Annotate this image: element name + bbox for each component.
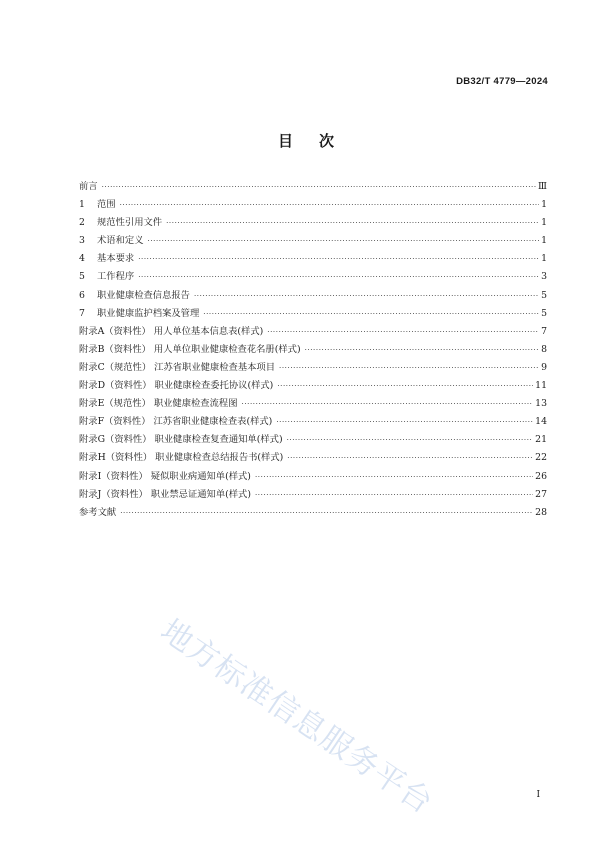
toc-entry[interactable] [79,413,547,431]
toc-entry-page: 27 [535,488,547,500]
toc-entry-page: 28 [535,506,547,518]
document-code: DB32/T 4779—2024 [456,76,548,87]
toc-entry-label: 工作程序 [97,271,135,283]
toc-entry-page: 1 [541,217,547,229]
toc-entry-label: 附录E（规范性） 职业健康检查流程图 [79,398,238,410]
toc-entry-page: 5 [541,307,547,319]
toc-leader-dots [138,268,539,286]
toc-leader-dots [148,232,540,250]
toc-entry-label: 职业健康检查信息报告 [97,289,190,301]
toc-leader-dots [120,504,533,522]
toc-leader-dots [287,449,533,467]
page-title: 目次 [277,132,360,150]
toc-entry-page: 8 [541,343,547,355]
toc-entry[interactable] [79,232,547,250]
toc-entry-label: 术语和定义 [97,235,144,247]
toc-entry-label: 规范性引用文件 [97,217,163,229]
toc-entry-number: 3 [79,235,85,247]
toc-entry[interactable] [79,250,547,268]
toc-entry[interactable] [79,431,547,449]
toc-leader-dots [276,413,533,431]
page-number: I [536,790,540,800]
toc-entry[interactable] [79,468,547,486]
toc-entry-label: 附录B（资料性） 用人单位职业健康检查花名册(样式) [79,343,301,355]
toc-entry-number: 1 [79,199,85,211]
toc-entry-label: 附录G（资料性） 职业健康检查复查通知单(样式) [79,434,283,446]
toc-entry-page: 22 [535,452,547,464]
toc-entry[interactable] [79,341,547,359]
toc-entry[interactable] [79,395,547,413]
toc-entry-page: 1 [541,199,547,211]
toc-entry-label: 附录H（资料性） 职业健康检查总结报告书(样式) [79,452,284,464]
toc-leader-dots [279,359,539,377]
toc-leader-dots [242,395,534,413]
toc-entry-number: 4 [79,253,85,265]
watermark: 地方标准信息服务平台 [153,612,440,822]
toc-entry-page: 7 [541,325,547,337]
toc-entry-page: 3 [541,271,547,283]
toc-entry-label: 范围 [97,199,116,211]
toc-entry[interactable] [79,359,547,377]
toc-entry-page: 21 [535,434,547,446]
toc-entry-page: 26 [535,470,547,482]
toc-entry[interactable] [79,377,547,395]
toc-entry-page: 1 [541,253,547,265]
toc-entry[interactable] [79,196,547,214]
toc-leader-dots [277,377,533,395]
toc-leader-dots [166,214,539,232]
toc-leader-dots [305,341,540,359]
toc-entry-label: 职业健康监护档案及管理 [97,307,200,319]
toc-leader-dots [194,287,539,305]
toc-leader-dots [255,468,533,486]
toc-entry-label: 附录F（资料性） 江苏省职业健康检查表(样式) [79,416,273,428]
toc-entry-label: 附录I（资料性） 疑似职业病通知单(样式) [79,470,251,482]
toc-entry-label: 前言 [79,181,98,192]
toc-leader-dots [102,178,536,196]
toc-entry-label: 附录D（资料性） 职业健康检查委托协议(样式) [79,380,274,392]
toc-entry-number: 2 [79,217,85,229]
toc-list [79,178,547,522]
toc-entry[interactable] [79,449,547,467]
toc-leader-dots [120,196,539,214]
toc-entry[interactable] [79,486,547,504]
toc-entry[interactable] [79,268,547,286]
toc-entry-number: 7 [79,307,85,319]
toc-entry-page: 11 [535,380,547,392]
toc-entry[interactable] [79,504,547,522]
toc-leader-dots [267,323,539,341]
toc-leader-dots [287,431,534,449]
toc-entry[interactable] [79,287,547,305]
toc-entry-page: 5 [541,289,547,301]
toc-entry[interactable] [79,305,547,323]
toc-entry-label: 附录A（资料性） 用人单位基本信息表(样式) [79,325,264,337]
toc-leader-dots [255,486,533,504]
toc-entry-number: 5 [79,271,85,283]
toc-entry-page: 14 [535,416,547,428]
toc-entry-label: 参考文献 [79,506,117,518]
toc-leader-dots [203,305,539,323]
toc-entry[interactable] [79,323,547,341]
toc-entry[interactable] [79,178,547,196]
toc-entry-page: 13 [535,398,547,410]
toc-entry-label: 附录J（资料性） 职业禁忌证通知单(样式) [79,488,251,500]
toc-entry-label: 基本要求 [97,253,135,265]
toc-entry-page: 9 [541,361,547,373]
toc-entry-label: 附录C（规范性） 江苏省职业健康检查基本项目 [79,361,276,373]
toc-leader-dots [138,250,539,268]
toc-entry[interactable] [79,214,547,232]
toc-entry-page: Ⅲ [538,181,547,192]
toc-entry-page: 1 [541,235,547,247]
toc-entry-number: 6 [79,289,85,301]
